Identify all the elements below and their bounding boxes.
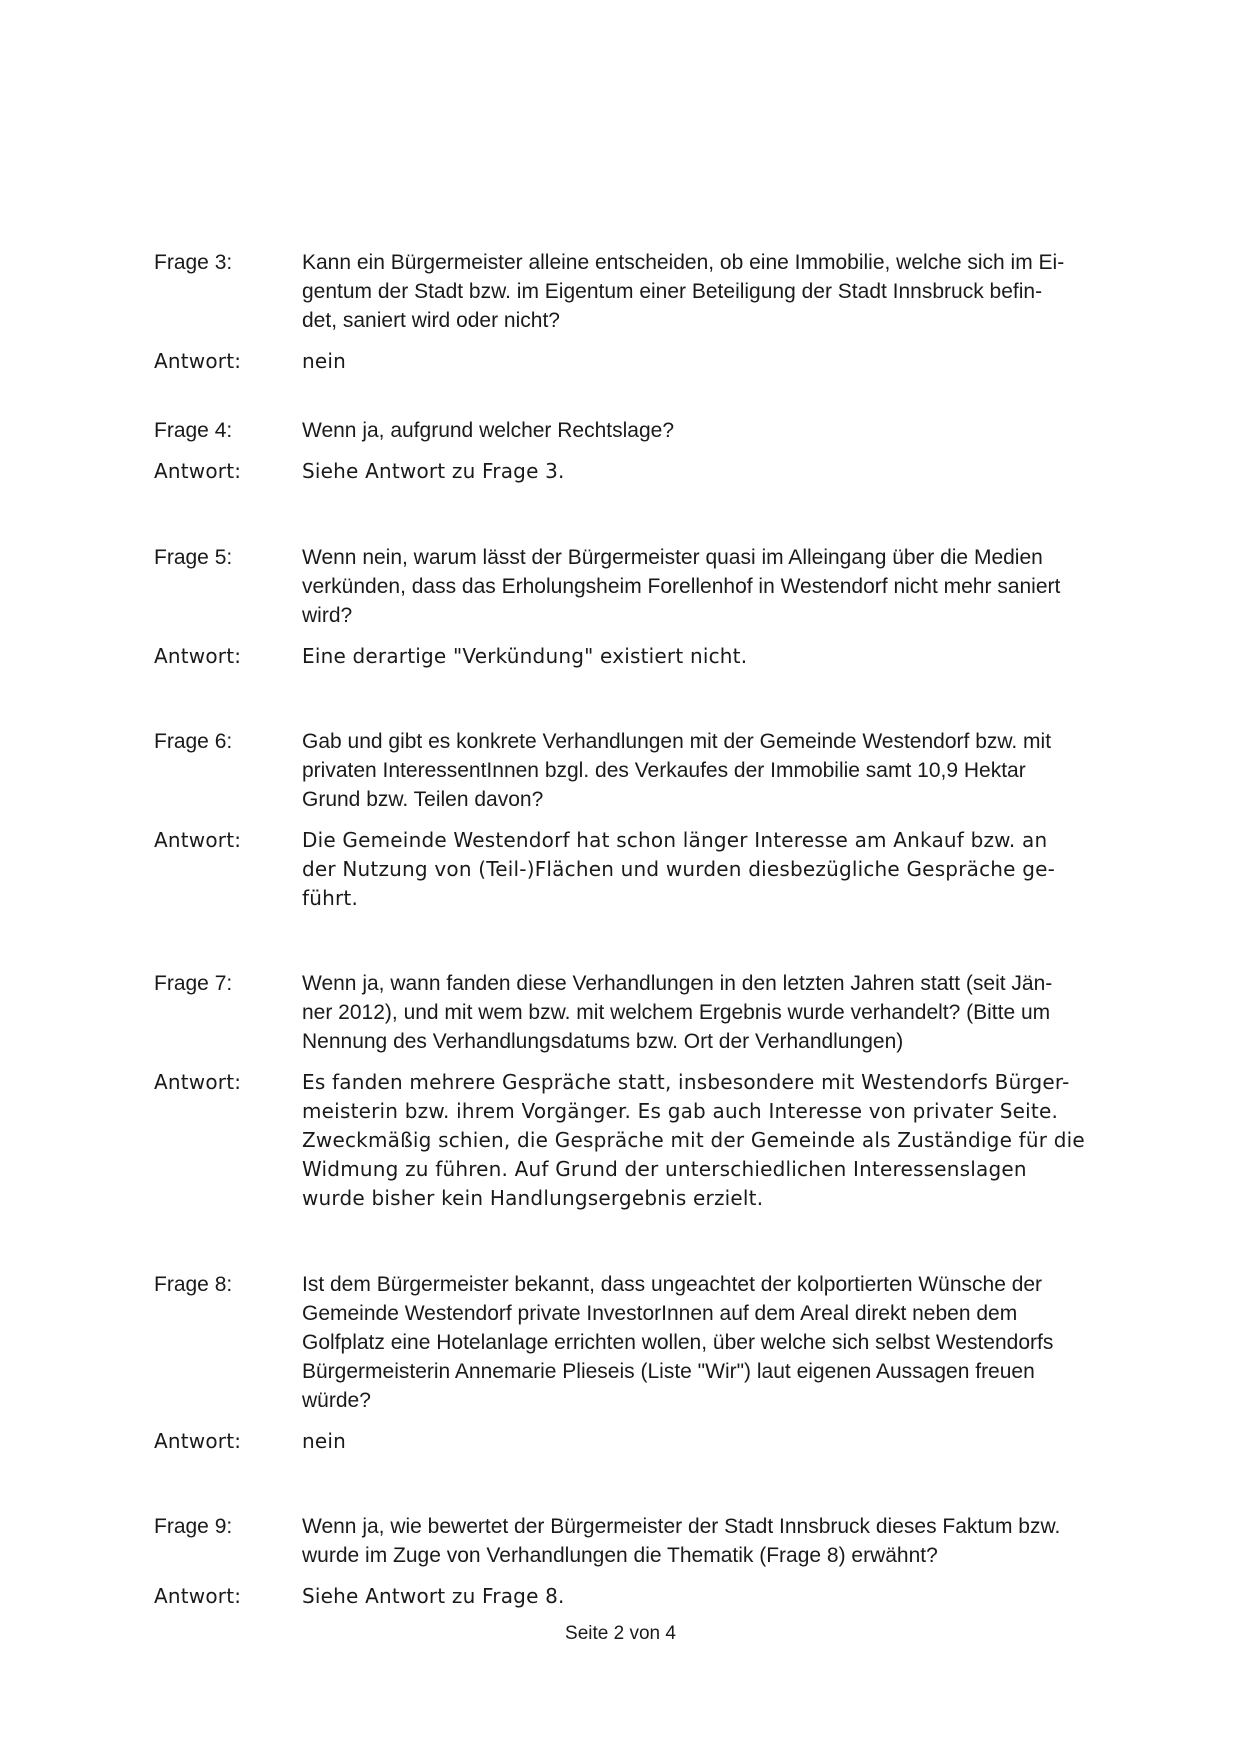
answer-line: Siehe Antwort zu Frage 3. [302, 459, 565, 483]
question-row [154, 248, 1138, 335]
question-line: Nennung des Verhandlungsdatums bzw. Ort der Verhandlungen) [302, 1030, 904, 1053]
answer-row [154, 457, 1138, 486]
answer-text [302, 826, 1138, 913]
answer-label: Antwort: [154, 828, 242, 852]
qa-block-frage-3 [154, 248, 1138, 376]
question-text [302, 1270, 1138, 1415]
question-label: Frage 7: [154, 972, 233, 995]
question-text [302, 416, 1138, 445]
answer-text [302, 1582, 1138, 1611]
question-row [154, 969, 1138, 1056]
answer-row [154, 642, 1138, 671]
question-label: Frage 6: [154, 730, 233, 753]
answer-label: Antwort: [154, 349, 242, 373]
question-row [154, 1512, 1138, 1570]
question-label: Frage 9: [154, 1515, 233, 1538]
qa-block-frage-4 [154, 416, 1138, 486]
qa-block-frage-7 [154, 969, 1138, 1213]
question-label: Frage 5: [154, 546, 233, 569]
question-label: Frage 8: [154, 1273, 233, 1296]
question-line: Wenn ja, wie bewertet der Bürgermeister der Stadt Innsbruck dieses Faktum bzw. [302, 1515, 1061, 1538]
question-text [302, 969, 1138, 1056]
answer-line: Eine derartige "Verkündung" existiert nicht. [302, 644, 748, 668]
question-line: wird? [302, 604, 353, 627]
question-line: det, saniert wird oder nicht? [302, 309, 560, 332]
answer-label: Antwort: [154, 459, 242, 483]
answer-line: nein [302, 1429, 347, 1453]
answer-line: Widmung zu führen. Auf Grund der unterschiedlichen Interessenslagen [302, 1157, 1027, 1181]
question-line: wurde im Zuge von Verhandlungen die Thematik (Frage 8) erwähnt? [302, 1544, 938, 1567]
question-text [302, 248, 1138, 335]
answer-row [154, 1582, 1138, 1611]
answer-label: Antwort: [154, 1584, 242, 1608]
answer-line: Es fanden mehrere Gespräche statt, insbesondere mit Westendorfs Bürger- [302, 1070, 1070, 1094]
answer-text [302, 457, 1138, 486]
answer-line: meisterin bzw. ihrem Vorgänger. Es gab auch Interesse von privater Seite. [302, 1099, 1059, 1123]
qa-block-frage-6 [154, 727, 1138, 913]
question-row [154, 1270, 1138, 1415]
question-line: gentum der Stadt bzw. im Eigentum einer Beteiligung der Stadt Innsbruck befin- [302, 280, 1043, 303]
question-label: Frage 3: [154, 251, 233, 274]
question-row [154, 543, 1138, 630]
answer-line: Zweckmäßig schien, die Gespräche mit der Gemeinde als Zuständige für die [302, 1128, 1085, 1152]
answer-row [154, 1068, 1138, 1213]
answer-line: führt. [302, 886, 359, 910]
question-text [302, 1512, 1138, 1570]
question-line: Bürgermeisterin Annemarie Plieseis (Liste "Wir") laut eigenen Aussagen freuen [302, 1360, 1035, 1383]
question-line: Grund bzw. Teilen davon? [302, 788, 544, 811]
question-line: Gemeinde Westendorf private InvestorInnen auf dem Areal direkt neben dem [302, 1302, 1018, 1325]
answer-line: wurde bisher kein Handlungsergebnis erzielt. [302, 1186, 764, 1210]
qa-block-frage-9 [154, 1512, 1138, 1611]
answer-row [154, 1427, 1138, 1456]
question-line: Wenn nein, warum lässt der Bürgermeister quasi im Alleingang über die Medien [302, 546, 1043, 569]
question-line: Wenn ja, aufgrund welcher Rechtslage? [302, 419, 675, 442]
answer-label: Antwort: [154, 644, 242, 668]
question-line: Wenn ja, wann fanden diese Verhandlungen in den letzten Jahren statt (seit Jän- [302, 972, 1053, 995]
question-text [302, 727, 1138, 814]
question-line: Golfplatz eine Hotelanlage errichten wollen, über welche sich selbst Westendorfs [302, 1331, 1054, 1354]
question-line: ner 2012), und mit wem bzw. mit welchem Ergebnis wurde verhandelt? (Bitte um [302, 1001, 1051, 1024]
question-line: Kann ein Bürgermeister alleine entscheiden, ob eine Immobilie, welche sich im Ei- [302, 251, 1065, 274]
qa-block-frage-5 [154, 543, 1138, 671]
answer-text [302, 1427, 1138, 1456]
question-label: Frage 4: [154, 419, 233, 442]
question-row [154, 416, 1138, 445]
qa-block-frage-8 [154, 1270, 1138, 1456]
question-line: privaten InteressentInnen bzgl. des Verkaufes der Immobilie samt 10,9 Hektar [302, 759, 1026, 782]
answer-text [302, 347, 1138, 376]
answer-line: der Nutzung von (Teil-)Flächen und wurden diesbezügliche Gespräche ge- [302, 857, 1056, 881]
question-text [302, 543, 1138, 630]
answer-label: Antwort: [154, 1070, 242, 1094]
answer-text [302, 642, 1138, 671]
answer-row [154, 826, 1138, 913]
answer-line: nein [302, 349, 347, 373]
question-line: Gab und gibt es konkrete Verhandlungen mit der Gemeinde Westendorf bzw. mit [302, 730, 1052, 753]
question-line: verkünden, dass das Erholungsheim Forellenhof in Westendorf nicht mehr saniert [302, 575, 1061, 598]
answer-line: Siehe Antwort zu Frage 8. [302, 1584, 565, 1608]
page-number-footer: Seite 2 von 4 [565, 1623, 676, 1644]
question-line: Ist dem Bürgermeister bekannt, dass ungeachtet der kolportierten Wünsche der [302, 1273, 1043, 1296]
answer-row [154, 347, 1138, 376]
question-row [154, 727, 1138, 814]
question-line: würde? [302, 1389, 371, 1412]
answer-label: Antwort: [154, 1429, 242, 1453]
answer-text [302, 1068, 1138, 1213]
answer-line: Die Gemeinde Westendorf hat schon länger Interesse am Ankauf bzw. an [302, 828, 1048, 852]
